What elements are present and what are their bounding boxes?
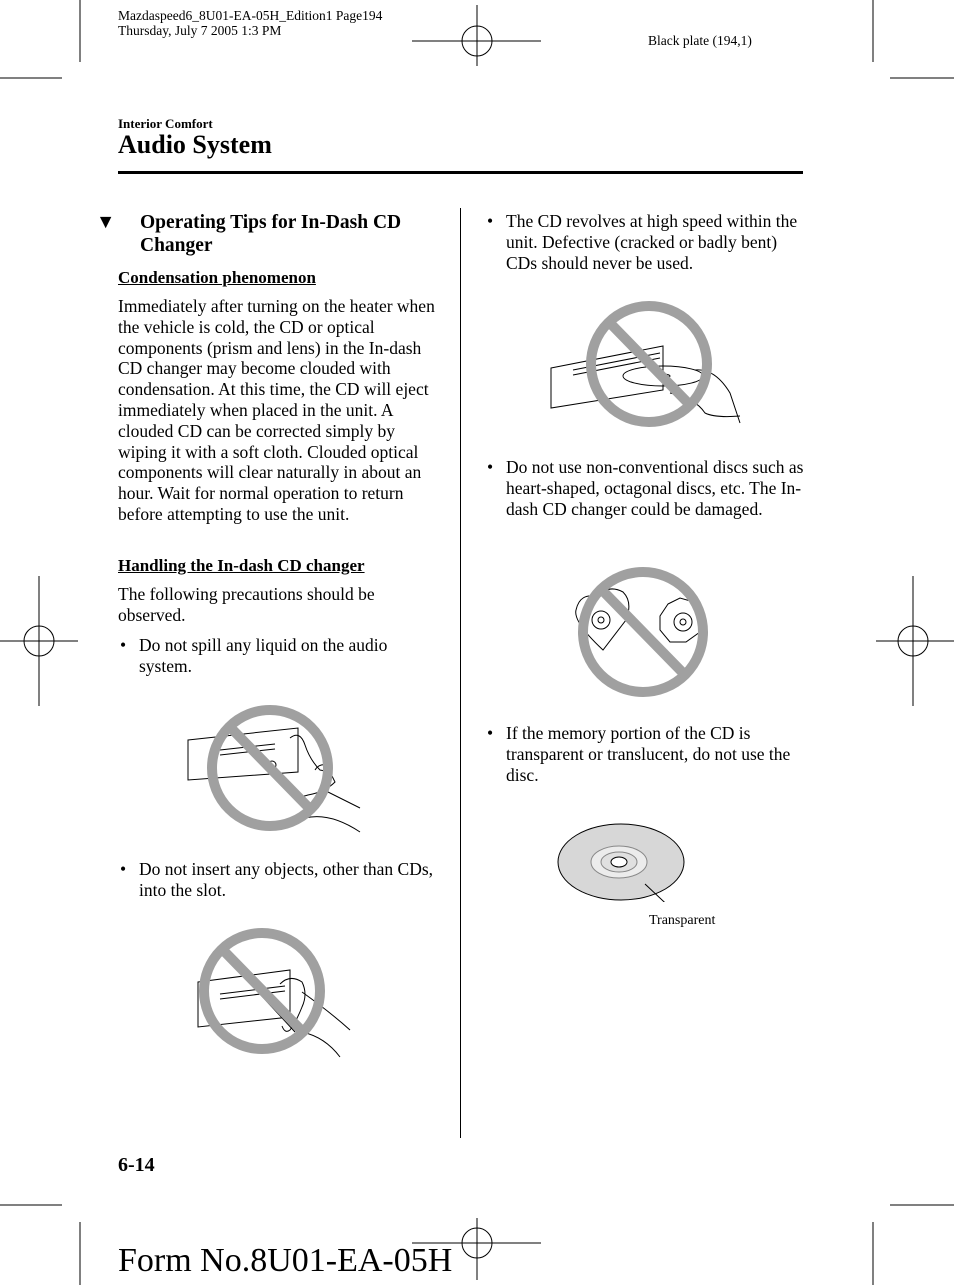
subheading-condensation: Condensation phenomenon [118, 268, 316, 287]
heading-wrap-fix [96, 211, 438, 259]
plate-label: Black plate (194,1) [648, 33, 752, 48]
print-info-line2: Thursday, July 7 2005 1:3 PM [118, 23, 282, 38]
bullet-shapes-text: Do not use non-conventional discs such as heart-shaped, octagonal discs, etc. The In-dash CD changer could be damaged. [506, 457, 804, 519]
bullet-objects-text: Do not insert any objects, other than CDs, into the slot. [139, 859, 434, 900]
section-label: Interior Comfort [118, 116, 213, 131]
subheading-handling: Handling the In-dash CD changer [118, 556, 365, 575]
bullet-dot: • [487, 457, 494, 477]
transparent-cd-illustration [555, 822, 690, 902]
heading-text: Operating Tips for In-Dash CD Changer [140, 212, 402, 256]
transparent-callout: Transparent [649, 913, 716, 928]
triangle-bullet-icon: ▼ [96, 212, 116, 233]
print-info-line1: Mazdaspeed6_8U01-EA-05H_Edition1 Page194 [118, 8, 383, 23]
bullet-transparent-text: If the memory portion of the CD is transparent or translucent, do not use the disc. [506, 723, 791, 785]
condensation-paragraph: Immediately after turning on the heater when the vehicle is cold, the CD or optical components (prism and lens) in the In-dash CD changer may become clouded with condensation. At this time, the CD will eject immediately when placed in the unit. A clouded CD can be corrected simply by wiping it with a soft cloth. Clouded optical components will clear naturally in about an hour. Wait for normal operation to return before attempting to use the unit. [118, 296, 435, 524]
form-number: Form No.8U01-EA-05H [118, 1242, 453, 1279]
title-rule [118, 171, 803, 174]
bullet-shapes [485, 457, 816, 519]
bullet-speed [485, 211, 806, 273]
bullet-transparent [485, 723, 806, 785]
bullet-liquid [118, 635, 439, 677]
bullet-speed-text: The CD revolves at high speed within the unit. Defective (cracked or badly bent) CDs should never be used. [506, 211, 798, 273]
precautions-intro: The following precautions should be observed. [118, 584, 375, 625]
bullet-dot: • [120, 635, 127, 655]
no-damaged-cd-illustration [545, 298, 745, 438]
bullet-dot: • [487, 211, 494, 231]
no-objects-illustration [190, 922, 365, 1062]
bullet-dot: • [487, 723, 494, 743]
page-number: 6-14 [118, 1154, 155, 1176]
column-divider [460, 208, 461, 1138]
bullet-dot: • [120, 859, 127, 879]
page-title: Audio System [118, 130, 272, 159]
print-info [118, 8, 382, 38]
no-odd-shaped-discs-illustration [568, 562, 718, 702]
bullet-liquid-text: Do not spill any liquid on the audio system. [139, 635, 388, 676]
no-liquid-illustration [180, 700, 370, 840]
bullet-objects [118, 859, 439, 901]
